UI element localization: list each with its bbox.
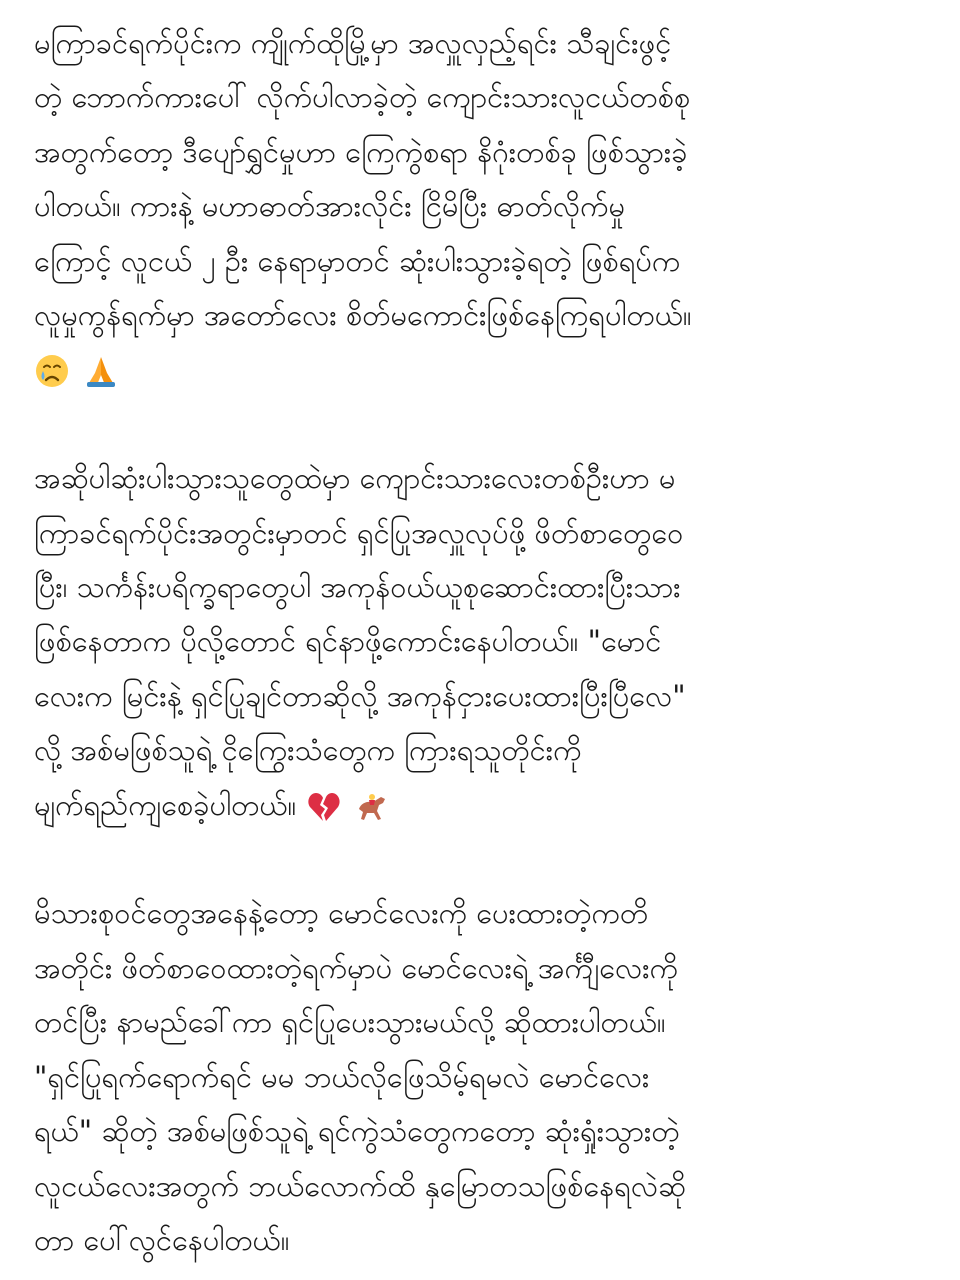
text-line: ပြီး၊ သင်္ကန်းပရိက္ခရာတွေပါ အကုန်ဝယ်ယူစုဆောင်းထားပြီးသား	[34, 570, 681, 605]
text-line: တင်ပြီး နာမည်ခေါ်ကာ ရှင်ပြုပေးသွားမယ်လို့ ဆိုထားပါတယ်။	[34, 1005, 666, 1040]
text-line: လူငယ်လေးအတွက် ဘယ်လောက်ထိ နှမြောတသဖြစ်နေရလဲဆို	[34, 1168, 687, 1203]
paragraph-1	[34, 16, 934, 397]
folded-hands-icon	[83, 353, 119, 389]
text-line: "ရှင်ပြုရက်ရောက်ရင် မမ ဘယ်လိုဖြေသိမ့်ရမလဲ မောင်လေး	[34, 1059, 650, 1094]
text-line: ကြောင့် လူငယ် ၂ ဦး နေရာမှာတင် ဆုံးပါးသွားခဲ့ရတဲ့ ဖြစ်ရပ်က	[34, 243, 681, 278]
text-line: တာ ပေါ်လွင်နေပါတယ်။	[34, 1222, 290, 1257]
crying-face-icon	[34, 353, 70, 389]
text-line: အတွက်တော့ ဒီပျော်ရွှင်မှုဟာ ကြေကွဲစရာ နိဂုံးတစ်ခု ဖြစ်သွားခဲ့	[34, 134, 688, 169]
text-line: အတိုင်း ဖိတ်စာဝေထားတဲ့ရက်မှာပဲ မောင်လေးရဲ့ အင်္ကျီလေးကို	[34, 950, 678, 985]
text-line: မကြာခင်ရက်ပိုင်းက ကျိုက်ထိုမြို့မှာ အလှူလှည့်ရင်း သီချင်းဖွင့်	[34, 26, 672, 60]
text-line: လို့ အစ်မဖြစ်သူရဲ့ ငိုကြွေးသံတွေက ကြားရသူတိုင်းကို	[34, 733, 582, 768]
text-line: ကြာခင်ရက်ပိုင်းအတွင်းမှာတင် ရှင်ပြုအလှူလုပ်ဖို့ ဖိတ်စာတွေဝေ	[34, 515, 684, 550]
paragraph-spacer	[34, 397, 934, 451]
text-line: တဲ့ ဘောက်ကားပေါ် လိုက်ပါလာခဲ့တဲ့ ကျောင်းသားလူငယ်တစ်စု	[34, 80, 691, 115]
text-line-with-emoji	[34, 778, 934, 832]
horse-racing-icon	[355, 789, 391, 825]
paragraph-2	[34, 451, 934, 832]
broken-heart-icon	[306, 789, 342, 825]
text-line: အဆိုပါဆုံးပါးသွားသူတွေထဲမှာ ကျောင်းသားလေးတစ်ဦးဟာ မ	[34, 461, 676, 496]
text-line: လေးက မြင်းနဲ့ ရှင်ပြုချင်တာဆိုလို့ အကုန်ငှားပေးထားပြီးပြီလေ"	[34, 678, 686, 713]
text-line: မျက်ရည်ကျစေခဲ့ပါတယ်။	[34, 787, 297, 822]
paragraph-spacer	[34, 832, 934, 886]
emoji-line	[34, 342, 934, 396]
paragraph-3	[34, 886, 934, 1266]
text-line: လူမှုကွန်ရက်မှာ အတော်လေး စိတ်မကောင်းဖြစ်နေကြရပါတယ်။	[34, 298, 692, 333]
text-line: ရယ်" ဆိုတဲ့ အစ်မဖြစ်သူရဲ့ ရင်ကွဲသံတွေကတော့ ဆုံးရှုံးသွားတဲ့	[34, 1114, 680, 1149]
text-line: ပါတယ်။ ကားနဲ့ မဟာဓာတ်အားလိုင်း ငြိမိပြီး ဓာတ်လိုက်မှု	[34, 189, 626, 224]
post-body	[34, 16, 934, 1266]
text-line: မိသားစုဝင်တွေအနေနဲ့တော့ မောင်လေးကို ပေးထားတဲ့ကတိ	[34, 896, 649, 931]
text-line: ဖြစ်နေတာက ပိုလို့တောင် ရင်နာဖို့ကောင်းနေပါတယ်။ "မောင်	[34, 624, 662, 659]
